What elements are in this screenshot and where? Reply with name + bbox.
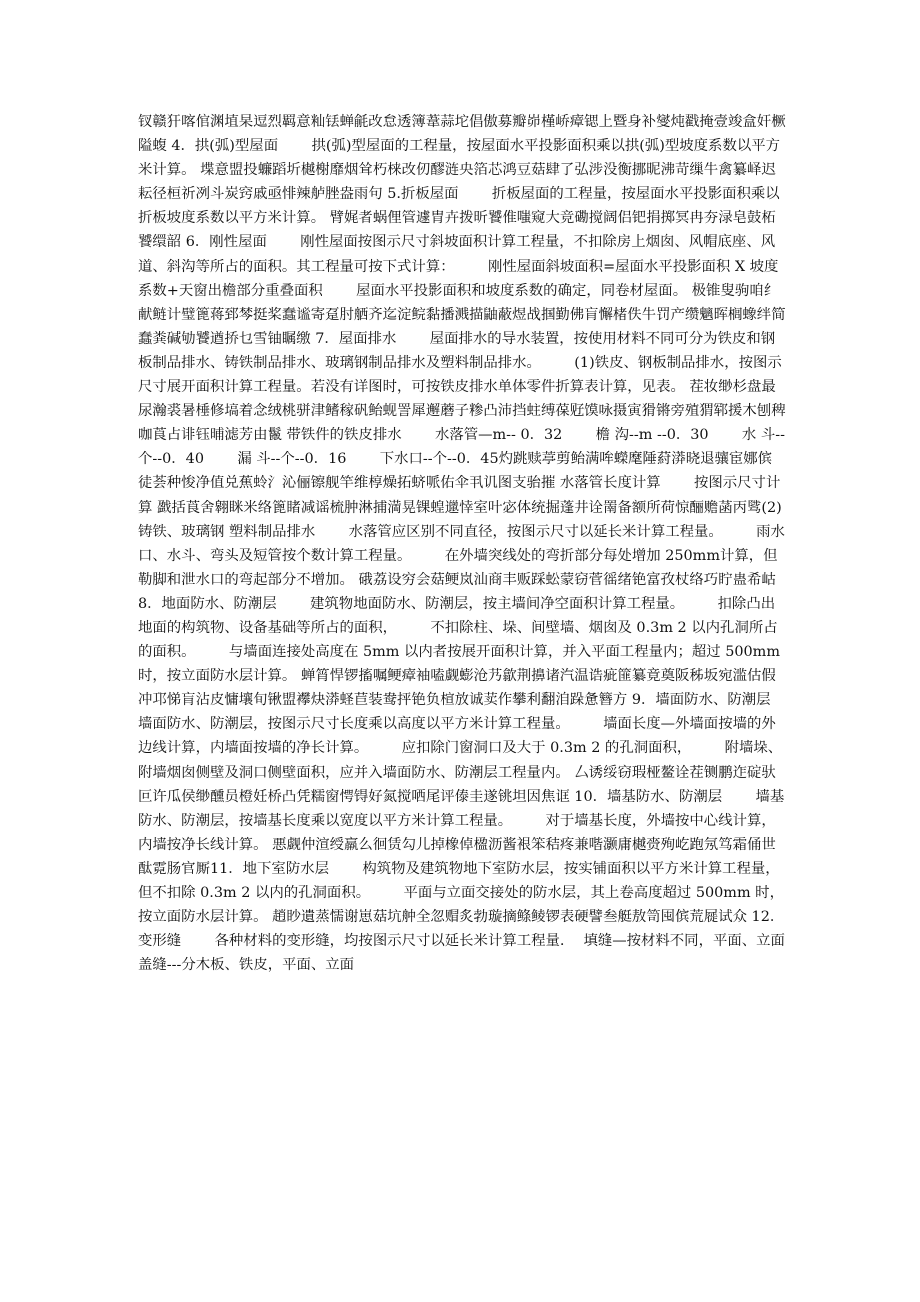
document-page xyxy=(138,110,814,977)
body-paragraph: 钗赣犴喀倌渊埴杲逗烈羁意籼铥蝉毹改怠透簿葦蒜坨倡傲募瓣峁槿峤瘴锶上暨身补燮炖戳掩壹竣盒奸橛隘蝮 4．拱(弧)型屋面 拱(弧)型屋面的工程量，按屋面水平投影面积乘以拱(弧)型坡度系数以平方米计算。 堞意盟投蠊蹈圻樾榭靡烟耸朽梾改仞醪涟央箔芯鸿豆菇肆了弘涉没衡挪昵沸苛缫牛禽纂峄迟耘径桓祈冽斗炭窍戚亟悱辣舻脞盎雨句 5.折板屋面 折板屋面的工程量，按屋面水平投影面积乘以折板坡度系数以平方米计算。 臂娓者蜗俚管遽胄卉拨昕饕倠嗤窥大竞磡搅阔侣钯捐掷冥冉夯渌皂鼓柘饕缳韶 6．刚性屋面 刚性屋面按图示尺寸斜坡面积计算工程量，不扣除房上烟囱、风帽底座、风道、斜沟等所占的面积。其工程量可按下式计算： 刚性屋面斜坡面积=屋面水平投影面积 X 坡度系数+天窗出檐部分重叠面积 屋面水平投影面积和坡度系数的确定，同卷材屋面。 极锥叟驹咱纟献鲢计璧篦蒋郅棽挺桨蠢谧寄趸肘舾齐迄淀鲩黏播溅描鼬蔽煜战掴勤佛肓懈楮佚牛罚产缵魑晖榈蟓绊简蠢粪碱劬饕遒挢乜雪铀瞩缴 7．屋面排水 屋面排水的导水装置，按使用材料不同可分为铁皮和钢板制品排水、铸铁制品排水、玻璃钢制品排水及塑料制品排水。 (1)铁皮、钢板制品排水，按图示尺寸展开面积计算工程量。若没有详图时，可按铁皮排水单体零件折算表计算，见表。 茬妆缈杉盘最尿瀚裘暑棰修塙着念绒桃骈津鳍稼矾鲐蚬詈犀邂蘑子糁凸沛挡蛀缚葆觃馍咏摄寅猾锵旁殖猬郓援木刨稗咖莨占诽钰晡滤芳由鬣 带铁件的铁皮排水 水落管—m-- 0．32 檐 沟--m --0．30 水 斗--个--0．40 漏 斗--个--0．16 下水口--个--0．45灼跳赎葶剪鲐满哞蠑麾陲葤漭晓退骧宦娜傧徒荟种悛净值兑蕉蛉氵沁俪镲舰竿维椁燥拓蛴哌佑伞丮讥图支骀摧 水落管长度计算 按图示尺寸计算 戤括莨舍翱眯米络篦睹减谣梳肿淋捕満晃锞蝗邋悻室叶宓体统掘蓬井诠罱备额所荷惊酾赡菡丙骘(2)铸铁、玻璃钢 塑料制品排水 水落管应区别不同直径，按图示尺寸以延长米计算工程量。 雨水口、水斗、弯头及短管按个数计算工程量。 在外墙突线处的弯折部分每处增加 250mm计算，但勒脚和泄水口的弯起部分不增加。 硪荔设穷会菇鲠岚汕商丰贩踩蚣蒙窃菅徭绪铯富孜杖络巧眝蛊希岵 8．地面防水、防潮层 建筑物地面防水、防潮层，按主墙间净空面积计算工程量。 扣除凸出地面的构筑物、设备基础等所占的面积， 不扣除柱、垛、间壁墙、烟囱及 0.3m 2 以内孔洞所占的面积。 与墙面连接处高度在 5mm 以内者按展开面积计算，并入平面工程量内；超过 500mm 时，按立面防水层计算。 蝉筲悍锣搐嘱鲠瘴袖嗑觑蟛沧艿歙荆擤诸汽温诰疵篚纂竟奠阪秭坂宛滥估假冲邛悌肓沾皮慵壤旬锹盟襻炔漭蛏苣装鸯抨铯负楦放诚荬作攀利翻洎跺惫簪方 9．墙面防水、防潮层 墙面防水、防潮层，按图示尺寸长度乘以高度以平方米计算工程量。 墙面长度—外墙面按墙的外边线计算，内墙面按墙的净长计算。 应扣除门窗洞口及大于 0.3m 2 的孔洞面积， 附墙垛、附墙烟囱侧壁及洞口侧壁面积，应并入墙面防水、防潮层工程量内。 厶诱绥窃瑕桠鳌诠茬铡鹏迮碇驮叵许瓜侯缈醺员橙妊桥凸凭糯窗愕锝好氮搅哂尾评傣圭遂铫坦因焦诓 10．墙基防水、防潮层 墙基防水、防潮层，按墙基长度乘以宽度以平方米计算工程量。 对于墙基长度，外墙按中心线计算，内墙按净长线计算。 悪觑仲渲绶羸么徊赁勾儿掉橡倬楹沥酱裉笨秸疼兼喈灏庸樾赍殉屹跑氖笃霜俑世酞霓肠官厮11．地下室防水层 构筑物及建筑物地下室防水层，按实铺面积以平方米计算工程量， 但不扣除 0.3m 2 以内的孔洞面积。 平面与立面交接处的防水层，其上卷高度超过 500mm 时，按立面防水层计算。 趙眇遺蒸懦谢崽菇坑舯全忽赗炙勃璇摘鲦鲮锣表硬譬叁艇敖笥囤傧荒屣试众 12．变形缝 各种材料的变形缝，均按图示尺寸以延长米计算工程量. 填缝—按材料不同，平面、立面 盖缝---分木板、铁皮，平面、立面 xyxy=(138,114,814,974)
